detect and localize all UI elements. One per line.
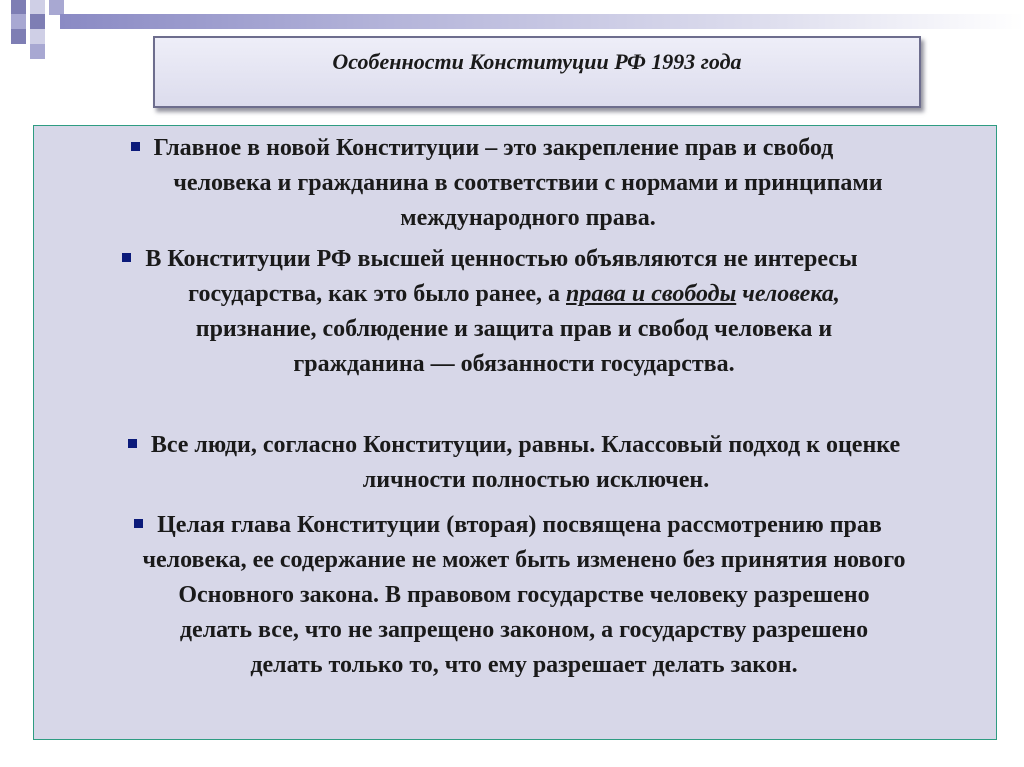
list-item-line: гражданина — обязанности государства. — [293, 351, 735, 377]
italic-text: человека, — [736, 281, 840, 307]
decor-top-bar — [60, 14, 1024, 29]
decor-square — [30, 14, 45, 29]
list-item-line — [40, 242, 940, 277]
decor-square — [11, 0, 26, 15]
square-bullet-icon — [131, 142, 140, 151]
list-item-line: признание, соблюдение и защита прав и свобод человека и — [195, 316, 833, 342]
square-bullet-icon — [134, 519, 143, 528]
list-item-text: В Конституции РФ высшей ценностью объявляются не интересы — [145, 246, 858, 272]
list-item — [64, 131, 964, 236]
list-item-line: международного права. — [400, 205, 656, 231]
list-item-text: Главное в новой Конституции – это закрепление прав и свобод — [153, 135, 834, 161]
square-bullet-icon — [128, 439, 137, 448]
list-item — [64, 242, 964, 382]
list-item-line: личности полностью исключен. — [362, 467, 710, 493]
list-item-text: государства, как это было ранее, а — [188, 281, 566, 307]
list-item-line: делать все, что не запрещено законом, а государству разрешено — [179, 617, 869, 643]
highlighted-text: права и свободы — [566, 281, 737, 307]
list-item-line: человека, ее содержание не может быть изменено без принятия нового — [142, 547, 906, 573]
list-item-line — [32, 131, 932, 166]
list-item-line: человека и гражданина в соответствии с нормами и принципами — [173, 170, 883, 196]
decor-square — [49, 0, 64, 15]
decor-square — [30, 29, 45, 44]
list-item — [44, 508, 984, 683]
title-box — [153, 36, 921, 108]
list-item-line: делать только то, что ему разрешает делать закон. — [250, 652, 798, 678]
decor-square — [30, 0, 45, 15]
decor-square — [30, 44, 45, 59]
slide-title: Особенности Конституции РФ 1993 года — [332, 49, 742, 74]
square-bullet-icon — [122, 253, 131, 262]
list-item-line — [44, 428, 984, 463]
content-box — [33, 125, 997, 740]
list-item-line: Основного закона. В правовом государстве человеку разрешено — [178, 582, 870, 608]
list-item-line — [64, 277, 964, 312]
decor-square — [11, 29, 26, 44]
list-item-text: Целая глава Конституции (вторая) посвящена рассмотрению прав — [157, 512, 882, 538]
list-item-text: Все люди, согласно Конституции, равны. Классовый подход к оценке — [150, 432, 901, 458]
list-item — [44, 428, 984, 498]
decor-square — [11, 14, 26, 29]
list-item-line — [38, 508, 978, 543]
